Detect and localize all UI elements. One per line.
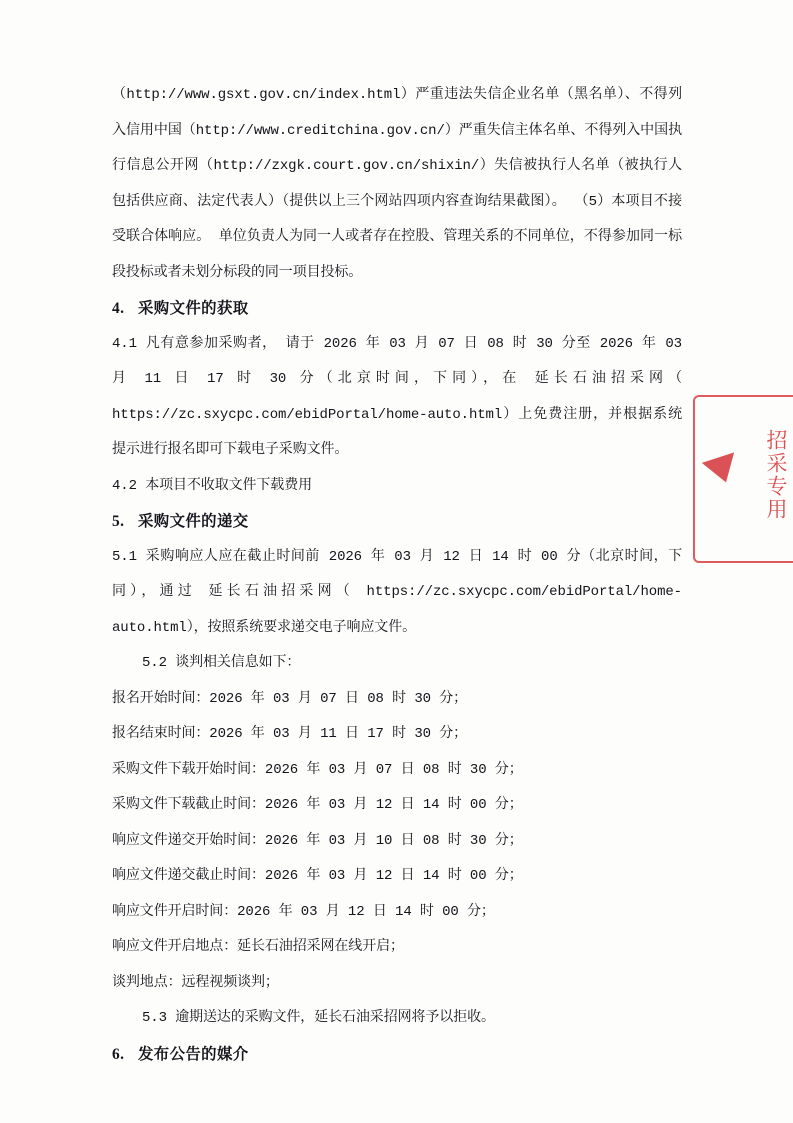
heading-section-5: [112, 504, 682, 540]
item-5-3: 5.3 逾期送达的采购文件，延长石油采招网将予以拒收。: [142, 1010, 495, 1026]
item-5-1: 5.1 采购响应人应在截止时间前 2026 年 03 月 12 日 14 时 00 分（北京时间，下同），通过 延长石油招采网（ https://zc.sxycpc.com/ebidPortal/home-auto.html），按照系统要求递交电子响应文件。: [112, 548, 682, 636]
schedule-download-start: 采购文件下载开始时间：2026 年 03 月 07 日 08 时 30 分；: [112, 761, 523, 778]
schedule-submission-start: 响应文件递交开始时间：2026 年 03 月 10 日 08 时 30 分；: [112, 832, 523, 849]
paragraph-disqualification: （http://www.gsxt.gov.cn/index.html）严重违法失信企业名单（黑名单）、不得列入信用中国（http://www.creditchina.gov.cn/）严重失信主体名单、不得列入中国执行信息公开网（http://zxgk.court.gov.cn/shixin/）失信被执行人名单（被执行人包括供应商、法定代表人）（提供以上三个网站四项内容查询结果截图）。 （5）本项目不接受联合体响应。 单位负责人为同一人或者存在控股、管理关系的不同单位，不得参加同一标段投标或者未划分标段的同一项目投标。: [112, 87, 682, 281]
heading-5-number: 5.: [112, 513, 125, 530]
schedule-submission-end: 响应文件递交截止时间：2026 年 03 月 12 日 14 时 00 分；: [112, 868, 523, 884]
heading-section-6: [112, 1037, 682, 1073]
seal-arrow-icon: [702, 452, 742, 487]
seal-stamp: [693, 395, 793, 563]
item-4-1: 4.1 凡有意参加采购者， 请于 2026 年 03 月 07 日 08 时 30 分至 2026 年 03 月 11 日 17 时 30 分（北京时间，下同），在 延长石油招采网（ https://zc.sxycpc.com/ebidPortal/home-auto.html）上免费注册，并根据系统提示进行报名即可下载电子采购文件。: [112, 335, 682, 458]
heading-4-title: 采购文件的获取: [138, 300, 249, 317]
heading-4-number: 4.: [112, 300, 125, 317]
schedule-negotiation-place: 谈判地点：远程视频谈判；: [112, 974, 279, 991]
schedule-download-end: 采购文件下载截止时间：2026 年 03 月 12 日 14 时 00 分；: [112, 797, 523, 813]
schedule-opening-time: 响应文件开启时间：2026 年 03 月 12 日 14 时 00 分；: [112, 903, 495, 920]
seal-border: [693, 395, 793, 563]
heading-5-title: 采购文件的递交: [138, 513, 249, 530]
heading-6-number: 6.: [112, 1045, 125, 1063]
schedule-registration-start: 报名开始时间：2026 年 03 月 07 日 08 时 30 分；: [112, 690, 468, 707]
schedule-opening-place: 响应文件开启地点：延长石油招采网在线开启；: [112, 939, 404, 955]
item-4-2: 4.2 本项目不收取文件下载费用: [112, 477, 313, 494]
heading-6-title: 发布公告的媒介: [138, 1045, 249, 1063]
heading-section-4: [112, 291, 682, 327]
schedule-registration-end: 报名结束时间：2026 年 03 月 11 日 17 时 30 分；: [112, 726, 468, 742]
document-body: [112, 78, 682, 1072]
seal-text: 招采专用: [764, 429, 788, 521]
item-5-2-title: 5.2 谈判相关信息如下：: [142, 655, 301, 671]
